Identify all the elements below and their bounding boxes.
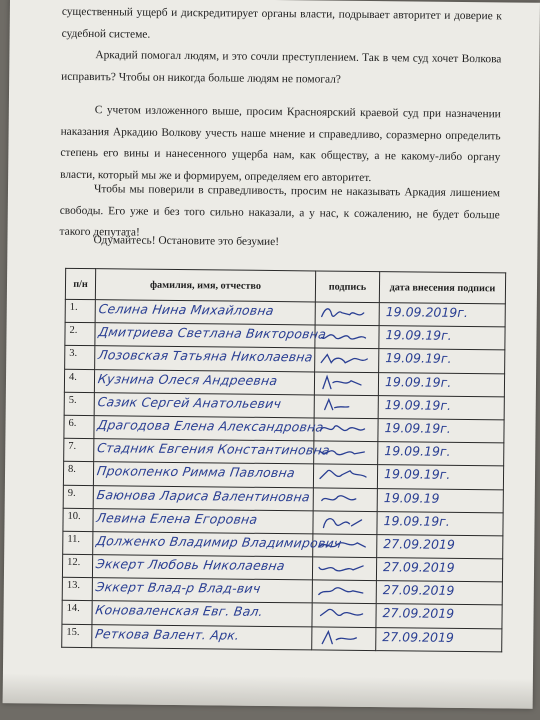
date-cell	[376, 627, 502, 652]
date-cell	[379, 326, 505, 351]
signature-cell	[313, 464, 377, 488]
handwritten-name: Эккерт Любовь Николаевна	[94, 556, 286, 574]
signature-cell	[312, 627, 376, 651]
signature-cell	[312, 580, 376, 604]
paragraph-plea: Чтобы мы поверили в справедливость, просим не наказывать Аркадия лишением свободы. Его уже и без того сильно наказали, а у нас, к сожалению, не будет больше такого депутата!	[59, 183, 501, 239]
name-cell	[92, 601, 312, 626]
handwritten-signature	[318, 467, 374, 486]
handwritten-name: Стадник Евгения Константиновна	[96, 440, 331, 458]
name-cell	[94, 416, 325, 441]
signature-cell	[315, 348, 379, 372]
handwritten-date: 27.09.2019	[382, 605, 455, 622]
handwritten-date: 19.09.19	[383, 489, 440, 506]
handwritten-date: 19.09.19г.	[383, 466, 451, 483]
row-number: 9.	[63, 485, 93, 509]
document-page	[3, 0, 540, 709]
date-cell	[378, 419, 504, 444]
name-cell	[92, 578, 312, 603]
handwritten-date: 19.09.19г.	[384, 443, 451, 459]
date-cell	[378, 372, 504, 397]
date-cell	[376, 558, 502, 583]
date-cell	[377, 534, 503, 559]
handwritten-signature	[318, 444, 374, 463]
handwritten-signature	[319, 351, 375, 370]
row-number: 13.	[62, 578, 92, 602]
handwritten-name: Сазик Сергей Анатольевич	[96, 393, 283, 411]
handwritten-date: 19.09.19г.	[384, 420, 451, 436]
handwritten-name: Левина Елена Егоровна	[95, 509, 259, 527]
table-row	[62, 624, 502, 652]
handwritten-signature	[319, 374, 375, 393]
signature-cell	[313, 487, 377, 511]
handwritten-name: Долженко Владимир Владимирович	[95, 533, 343, 551]
name-cell	[93, 531, 343, 556]
row-number: 10.	[63, 508, 93, 532]
name-cell	[93, 508, 313, 533]
row-number: 11.	[63, 531, 93, 555]
handwritten-date: 19.09.19г.	[384, 373, 452, 390]
name-cell	[94, 392, 314, 417]
signature-cell	[312, 603, 376, 627]
handwritten-name: Баюнова Лариса Валентиновна	[95, 486, 312, 504]
handwritten-signature	[317, 560, 373, 579]
column-header-signature: подпись	[315, 271, 379, 303]
handwritten-signature	[316, 606, 372, 625]
name-cell	[95, 300, 315, 325]
name-cell	[92, 555, 312, 580]
handwritten-date: 19.09.19г.	[385, 350, 452, 367]
date-cell	[378, 395, 504, 420]
row-number: 15.	[62, 624, 92, 648]
signature-cell	[315, 325, 379, 349]
row-number: 3.	[65, 346, 95, 370]
handwritten-signature	[317, 583, 373, 602]
name-cell	[94, 369, 314, 394]
column-header-date: дата внесения подписи	[379, 272, 505, 304]
paragraph-request: С учетом изложенного выше, просим Красноярский краевой суд при назначении наказания Аркадию Волкову учесть наше мнение и справедливо, соразмерно определить степень его вины и нанесенного ущерба нам, как обществу, а не какому-либо органу власти, который мы же и формируем, определяем его авторитет.	[60, 104, 501, 184]
handwritten-signature	[317, 513, 373, 532]
signature-cell	[314, 395, 378, 419]
handwritten-name: Драгодова Елена Александровна	[96, 417, 325, 435]
table-header-row	[65, 268, 505, 304]
handwritten-signature	[320, 304, 376, 323]
name-cell	[95, 346, 315, 371]
date-cell	[376, 581, 502, 606]
column-header-name: фамилия, имя, отчество	[95, 269, 315, 302]
handwritten-date: 19.09.19г.	[384, 396, 452, 413]
paragraph-question: Аркадий помогал людям, и это сочли преступлением. Так в чем суд хочет Волкова исправить? Чтобы он никогда больше людям не помогал?	[61, 49, 502, 86]
handwritten-name: Селина Нина Михайловна	[97, 301, 275, 318]
row-number: 4.	[64, 369, 94, 393]
row-number: 1.	[65, 299, 95, 323]
date-cell	[379, 349, 505, 374]
handwritten-date: 27.09.2019	[382, 628, 454, 645]
name-cell	[95, 323, 328, 348]
handwritten-name: Прокопенко Римма Павловна	[95, 463, 296, 481]
handwritten-date: 27.09.2019	[383, 536, 455, 552]
row-number: 8.	[63, 462, 93, 486]
handwritten-date: 27.09.2019	[382, 559, 455, 575]
paragraph-appeal: Одумайтесь! Остановите это безумие!	[93, 234, 280, 249]
signature-cell	[314, 418, 378, 442]
row-number: 6.	[64, 415, 94, 439]
handwritten-name: Коноваленская Евг. Вал.	[94, 602, 265, 620]
handwritten-name: Кузнина Олеся Андреевна	[96, 370, 279, 388]
handwritten-name: Дмитриева Светлана Викторовна	[97, 324, 328, 342]
row-number: 5.	[64, 392, 94, 416]
date-cell	[379, 303, 505, 328]
name-cell	[94, 439, 331, 464]
name-cell	[92, 624, 312, 649]
photo-shadow	[3, 673, 533, 709]
signature-cell	[312, 557, 376, 581]
row-number: 7.	[64, 438, 94, 462]
handwritten-date: 19.09.19г.	[385, 327, 452, 344]
date-cell	[376, 604, 502, 629]
name-cell	[93, 485, 313, 510]
handwritten-name: Эккерт Влад-р Влад-вич	[94, 579, 262, 597]
date-cell	[377, 465, 503, 490]
row-number: 12.	[62, 554, 92, 578]
handwritten-signature	[318, 490, 374, 509]
signature-cell	[315, 302, 379, 326]
date-cell	[377, 488, 503, 513]
handwritten-date: 27.09.2019	[382, 582, 455, 599]
date-cell	[377, 511, 503, 536]
handwritten-date: 19.09.19г.	[383, 512, 450, 529]
handwritten-date: 19.09.2019г.	[385, 304, 468, 321]
handwritten-signature	[317, 536, 373, 555]
row-number: 14.	[62, 601, 92, 625]
row-number: 2.	[65, 323, 95, 347]
handwritten-name: Реткова Валент. Арк.	[94, 625, 241, 643]
column-header-number: п/н	[65, 268, 95, 299]
date-cell	[378, 442, 504, 467]
handwritten-signature	[319, 328, 375, 347]
handwritten-signature	[319, 397, 375, 416]
handwritten-signature	[318, 420, 374, 439]
name-cell	[93, 462, 313, 487]
signature-cell	[314, 371, 378, 395]
handwritten-signature	[316, 629, 372, 648]
paragraph-continuation: существенный ущерб и дискредитирует органы власти, подрывает авторитет и доверие к судебной системе.	[61, 5, 502, 41]
signature-cell	[313, 534, 377, 558]
signature-cell	[313, 511, 377, 535]
signature-cell	[314, 441, 378, 465]
signature-table	[61, 268, 506, 652]
handwritten-name: Лозовская Татьяна Николаевна	[97, 347, 314, 365]
